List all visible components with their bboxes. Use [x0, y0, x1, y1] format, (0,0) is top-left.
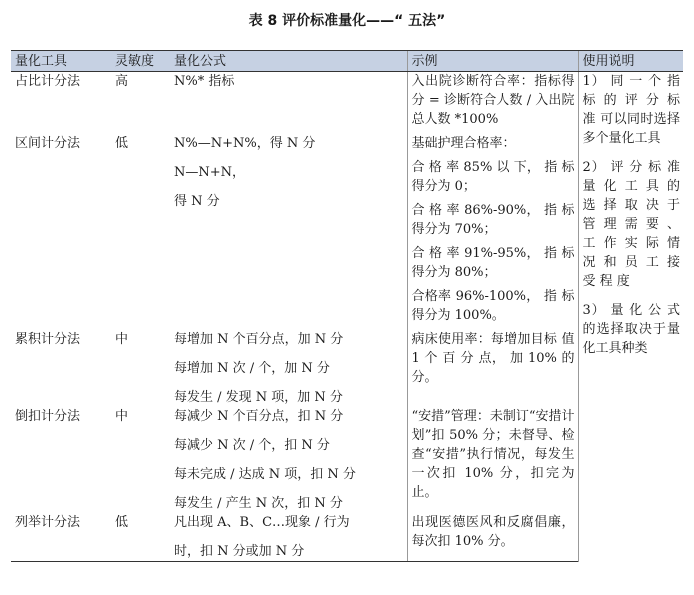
formula-cell — [170, 72, 407, 135]
usage-note-1: 1） 同 一 个 指 标 的 评 分 标 准 可以同时选择多个量化工具 — [582, 74, 680, 146]
example-cell — [407, 72, 578, 135]
sensitivity-cell: 低 — [111, 513, 170, 562]
example-text: 合 格 率 91%-95%， 指 标得分为 80%； — [411, 246, 575, 280]
header-example: 示例 — [407, 51, 578, 72]
tool-cell: 倒扣计分法 — [15, 409, 81, 424]
example-cell — [407, 407, 578, 513]
formula-cell — [170, 407, 407, 513]
example-cell — [407, 513, 578, 562]
example-text: 合 格 率 85% 以 下， 指 标得分为 0； — [411, 160, 575, 194]
table-title: 表 8 评价标准量化——“ 五法” — [248, 13, 446, 29]
formula-line: 每未完成 / 达成 N 项，扣 N 分 — [174, 467, 356, 482]
tool-cell: 列举计分法 — [11, 513, 111, 562]
formula-cell — [170, 134, 407, 330]
tool-cell: 累积计分法 — [15, 332, 81, 347]
formula-line: N%* 指标 — [174, 74, 235, 89]
usage-note-3: 3） 量 化 公 式 的选择取决于量化工具种类 — [582, 303, 680, 356]
header-sensitivity: 灵敏度 — [111, 51, 170, 72]
example-text: 基础护理合格率： — [411, 136, 516, 151]
header-row — [11, 51, 683, 72]
example-cell — [407, 134, 578, 330]
example-text: 合格率 96%-100%， 指 标得分为 100%。 — [411, 289, 575, 323]
formula-line: 时，扣 N 分或加 N 分 — [174, 544, 305, 559]
formula-line: 每发生 / 发现 N 项，加 N 分 — [174, 390, 343, 405]
sensitivity-cell: 中 — [115, 332, 129, 347]
example-text: 出现医德医风和反腐倡廉，每次扣 10% 分。 — [411, 515, 575, 549]
sensitivity-cell: 低 — [115, 136, 129, 151]
formula-cell — [170, 513, 407, 562]
example-text: 合 格 率 86%-90%， 指 标得分为 70%； — [411, 203, 575, 237]
formula-cell — [170, 330, 407, 407]
example-text: “安措”管理：未制订“安措计划”扣 50% 分；未督导、检查“安措”执行情况，每发生一次扣 10% 分，扣完为止。 — [411, 409, 575, 500]
formula-line: 凡出现 A、B、C…现象 / 行为 — [174, 515, 350, 530]
header-tool: 量化工具 — [11, 51, 111, 72]
sensitivity-cell: 中 — [115, 409, 129, 424]
formula-line: N%—N+N%，得 N 分 — [174, 136, 316, 151]
formula-line: N—N+N， — [174, 165, 246, 180]
formula-line: 得 N 分 — [174, 194, 220, 209]
formula-line: 每减少 N 个百分点，扣 N 分 — [174, 409, 344, 424]
formula-line: 每增加 N 次 / 个，加 N 分 — [174, 361, 330, 376]
formula-line: 每发生 / 产生 N 次，扣 N 分 — [174, 496, 343, 511]
example-text: 病床使用率：每增加目标 值 1 个 百 分 点， 加 10% 的分。 — [411, 332, 575, 385]
formula-line: 每减少 N 次 / 个，扣 N 分 — [174, 438, 330, 453]
header-formula: 量化公式 — [170, 51, 407, 72]
example-cell — [407, 330, 578, 407]
usage-note-2: 2） 评 分 标 准 量 化 工 具 的 选 择 取 决 于 管 理 需 要 、 工 作 实 际 情 况 和 员 工 接 受 程 度 — [582, 160, 680, 289]
table-row — [11, 72, 683, 135]
usage-cell — [578, 72, 683, 562]
tool-cell: 区间计分法 — [15, 136, 81, 151]
header-usage: 使用说明 — [578, 51, 683, 72]
evaluation-table — [11, 50, 683, 562]
sensitivity-cell: 高 — [115, 74, 129, 89]
formula-line: 每增加 N 个百分点，加 N 分 — [174, 332, 344, 347]
example-text: 入出院诊断符合率：指标得分 = 诊断符合人数 / 入出院总人数 *100% — [411, 74, 575, 127]
tool-cell: 占比计分法 — [15, 74, 81, 89]
